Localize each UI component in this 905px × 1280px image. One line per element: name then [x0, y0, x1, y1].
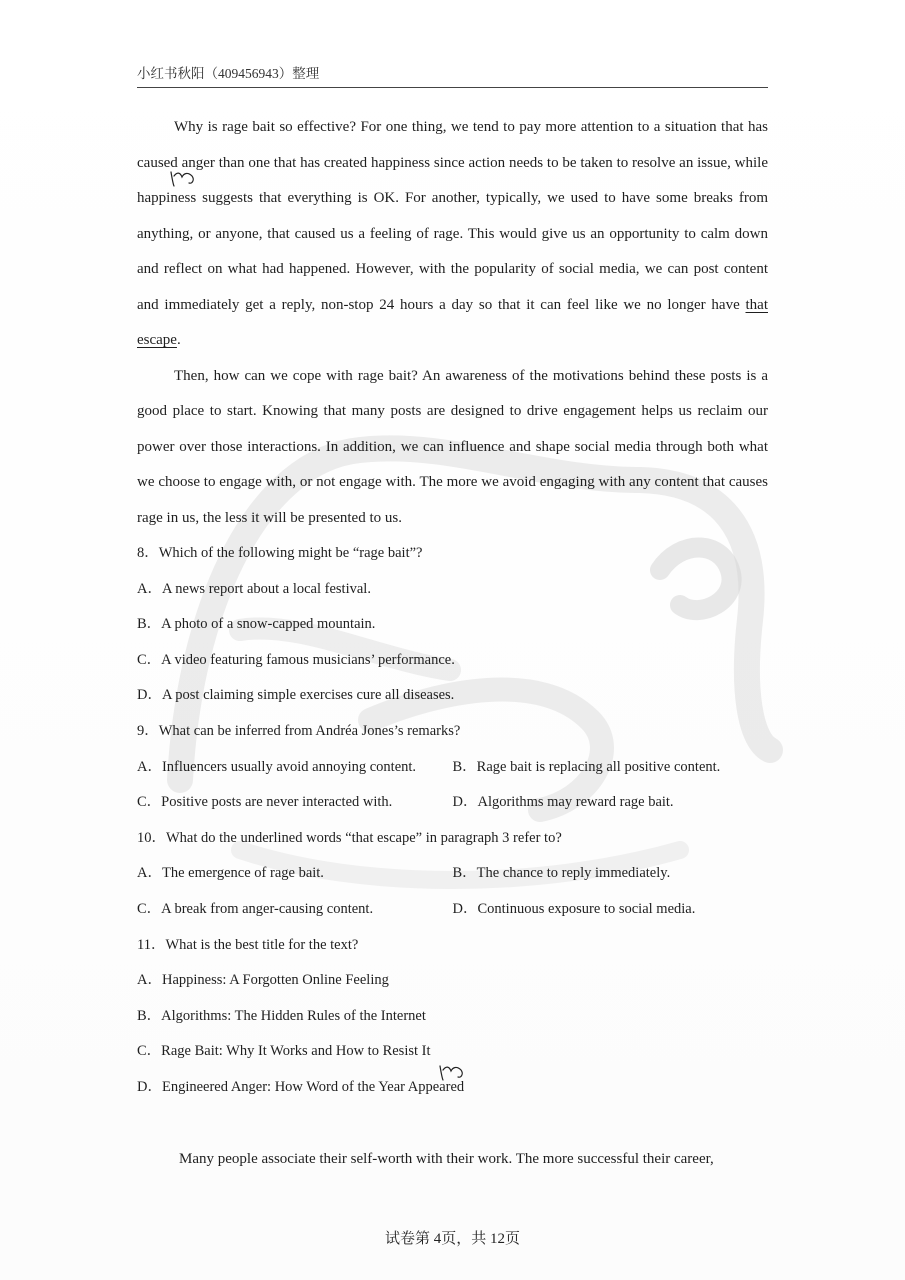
option-row: [137, 785, 768, 821]
paragraph-3-end: .: [176, 332, 181, 348]
paragraph-3-text: Why is rage bait so effective? For one thing, we tend to pay more attention to a situation that has caused anger than one that has created happiness since action needs to be taken to resolve an issue, while happiness suggests that everything is OK. For another, typically, we used to have some breaks from anything, or anyone, that caused us a feeling of rage. This would give us an opportunity to calm down and reflect on what had happened. However, with the popularity of social media, we can post content and immediately get a reply, non-stop 24 hours a day so that it can feel like we no longer have: [137, 119, 768, 313]
question-stem: 8．Which of the following might be “rage bait”?: [137, 545, 423, 561]
question-11: [137, 928, 768, 1106]
option-a[interactable]: A．The emergence of rage bait.: [137, 865, 324, 882]
question-8: [137, 536, 768, 714]
option-b[interactable]: B．A photo of a snow-capped mountain.: [137, 616, 376, 633]
question-stem: 9．What can be inferred from Andréa Jones’s remarks?: [137, 722, 461, 739]
page-content: [137, 110, 768, 1106]
option-row: [137, 856, 768, 892]
option-b[interactable]: B．Algorithms: The Hidden Rules of the Internet: [137, 1007, 426, 1024]
option-c[interactable]: C．Positive posts are never interacted with.: [137, 794, 393, 811]
option-c[interactable]: C．A video featuring famous musicians’ performance.: [137, 651, 455, 668]
page-footer: 试卷第 4页，共 12页: [384, 1231, 520, 1247]
option-c[interactable]: C．Rage Bait: Why It Works and How to Resist It: [137, 1043, 431, 1060]
paragraph-3: [137, 110, 768, 359]
underlined-phrase: that escape: [137, 296, 768, 348]
option-row: [137, 750, 768, 786]
option-d[interactable]: D．Engineered Anger: How Word of the Year Appeared: [137, 1078, 465, 1095]
question-stem: 11．What is the best title for the text?: [137, 936, 359, 953]
option-c[interactable]: C．A break from anger-causing content.: [137, 900, 374, 917]
page-header: 小红书秋阳（409456943）整理: [137, 62, 768, 88]
option-d[interactable]: D．Algorithms may reward rage bait.: [452, 794, 674, 811]
next-passage-first-line: Many people associate their self-worth with their work. The more successful their career,: [179, 1151, 714, 1167]
option-d[interactable]: D．Continuous exposure to social media.: [452, 900, 696, 917]
option-a[interactable]: A．Influencers usually avoid annoying content.: [137, 758, 417, 775]
option-b[interactable]: B．Rage bait is replacing all positive content.: [452, 758, 721, 775]
question-10: [137, 821, 768, 928]
paragraph-4-text: Then, how can we cope with rage bait? An awareness of the motivations behind these posts is a good place to start. Knowing that many posts are designed to drive engagement helps us reclaim our power over those interactions. In addition, we can influence and shape social media through both what we choose to engage with, or not engage with. The more we avoid engaging with any content that causes rage in us, the less it will be presented to us.: [137, 367, 768, 526]
option-row: [137, 892, 768, 928]
option-d[interactable]: D．A post claiming simple exercises cure all diseases.: [137, 687, 455, 704]
option-a[interactable]: A．Happiness: A Forgotten Online Feeling: [137, 972, 389, 989]
option-a[interactable]: A．A news report about a local festival.: [137, 580, 371, 597]
question-9: [137, 714, 768, 821]
paragraph-4: [137, 359, 768, 537]
option-b[interactable]: B．The chance to reply immediately.: [452, 865, 671, 882]
question-stem: 10．What do the underlined words “that escape” in paragraph 3 refer to?: [137, 829, 562, 846]
